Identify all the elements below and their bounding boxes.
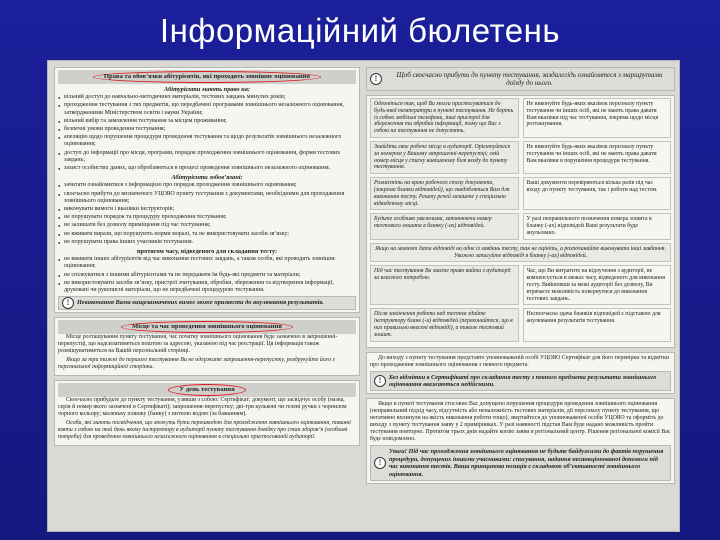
list-item: ● безпечні умови проведення тестування; [58,126,356,133]
list-item: ● не порушувати права інших учасників тестування. [58,239,356,246]
warning-icon: ! [374,457,386,469]
list-item: ● своєчасно прибути до визначеного УЦОЯО пункту тестування з документами, необхідними для проходження зовнішнього оцінювання; [58,191,356,205]
procedure-action: Знайдіть своє робоче місце в аудиторії. Орієнтуйтеся за номером у Вашому запрошенні-перепустці; свій номер місця у списку вивішеному біля входу до пункту тестування. [370,141,519,174]
certificate-section [366,352,675,395]
list-item: ● не вживати вирази, що порушують норми моралі, та не використовувати засоби зв’язку; [58,231,356,238]
attention-note [370,445,671,481]
list-item: ● захист особистих даних, що обробляються в процесі проведення зовнішнього незалежного оцінювання. [58,165,356,172]
red-circle-highlight: Місце та час проведення зовнішнього оцінювання [121,321,293,333]
list-item: ● проходження тестування з тих предметів, що передбачені програмами зовнішнього незалежного оцінювання, затвердженими Міністерством освіти і науки України; [58,102,356,116]
place-note: Якщо за три тижні до першого тестування Ви не одержите запрошення-перепустку, роздрукуйте його з персональної інформаційної сторінки. [58,356,335,370]
during-list [58,256,356,294]
procedure-action: Розмістіть на краю робочого столу документи, (зокрема бланки відповідей), що знадобляться Вам для виконання тесту. Решту речей залиште у спеціально відведеному місці. [370,177,519,210]
procedure-consequence: Несвоєчасна здача бланків відповідей є підставою для анулювання результатів тестування. [523,308,672,341]
procedure-consequence: Ваші документи перевіряються кілька разів під час входу до пункту тестування, так і роботи над тестом. [523,177,672,210]
list-item: ● вільний вибір та замовлення тестування за місцем проживання; [58,118,356,125]
list-item: ● не спілкуватися з іншими абітурієнтами та не передавати їм будь-які предмети та матеріали; [58,272,356,279]
rights-list [58,94,356,172]
procedure-consequence: Не виконуйте будь-яких вказівок персоналу пункту тестування чи інших осіб, які не мають права давати Вам вказівки в порушення процедури тестування. [523,141,672,174]
appeal-text: Якщо в пункті тестування стосовно Вас допущено порушення процедури проведення зовнішнього оцінювання (неправильний підхід часу, відсутність або неналежність тестових матеріалів, дії персоналу пункту тестування, що негативно вплинули на якість виконання роботи тощо), звертайтеся до уповноваженої особи УЦОЯО та оформіть до виходу з пункту тестування заяву у 2 примірниках. У разі наявності підстав Вам буде надано можливість пройти тестування повторно. Протягом трьох днів надайте копію заяви в регіональний центр. Рішення регіональної комісії Вас буде повідомлено. [370,401,671,443]
place-text: Місце розташування пункту тестування, час початку зовнішнього оцінювання буде зазначено в запрошенні-перепустці, що надсилатиметься поштою за адресою, указаною під час реєстрації. Ця інформація також розміщуватиметься на Вашій персональній сторінці. [58,333,338,354]
rights-header [58,70,356,84]
procedure-row [370,265,671,305]
day-header [58,383,356,397]
place-header [58,320,356,334]
list-item: ● вільний доступ до навчально-методичних матеріалів, тестових завдань минулих років; [58,94,356,101]
list-item: ● зачитати ознайомитися з інформацією про порядок проходження зовнішнього оцінювання; [58,182,356,189]
route-note-text: Щоб своєчасно прибути до пункту тестування, заздалегідь ознайомтеся з маршрутами доїзду до нього. [396,71,663,87]
rights-warning [58,296,356,309]
day-text: Своєчасно прибудьте до пункту тестування, узявши з собою: Сертифікат; документ, що засвідчує особу (назва, серія й номер якого зазначені в Сертифікаті); запрошення-перепустку; дві-три кулькові чи гелеві ручки з чорнилом чорного кольору; маленьку пляшку (банку) з питною водою (за бажанням). [58,396,347,417]
list-item: ● доступ до інформації про місця, програми, порядок проходження зовнішнього оцінювання, форми тестових завдань; [58,150,356,164]
attention-note-text: Увага! Під час проходження зовнішнього оцінювання не будьте байдужими до фактів порушення процедури, допущених іншими учасниками: списування, надання несанкціонованої допомоги під час виконання тестів. Ваша принципова позиція є складовою об’єктивності зовнішнього оцінювання. [389,448,664,478]
appeal-section [366,398,675,484]
left-column [54,67,360,525]
rights-section [54,67,360,313]
procedure-action: Під час тестування Ви маєте право вийти з аудиторії за власного потребою. [370,265,519,305]
procedure-wide-note: Якщо на момент дати відповіді на одне із завдань тесту, так не оцініть, а розпочинайте виконувати інші завдання. Уважно записуйте відповіді в бланку (-ах) відповідей. [370,243,671,263]
list-item: ● не порушувати порядок та процедуру проходження тестування; [58,214,356,221]
red-circle-highlight: У день тестування [168,384,245,396]
route-note [366,67,675,91]
warning-text: Невиконання Вами вищезазначених вимог може призвести до анулювання результатів. [77,299,324,307]
list-item: ● не вживати інших абітурієнтів від час виконання тестових завдань, а також особи, які проводять зовнішнє оцінювання; [58,256,356,270]
right-column [366,67,675,525]
procedure-consequence: Час, що Ви витратите на відлучення з аудиторії, не компенсується в межах часу, відведеного для виконання тесту. Вийшовши за межі аудиторії без дозволу, Ви втрачаєте можливість повернутися до виконання тестових завдань. [523,265,672,305]
duties-list [58,182,356,246]
warning-icon: ! [374,375,386,387]
list-item: ● не залишати без дозволу приміщення під час тестування; [58,222,356,229]
procedure-row [370,177,671,210]
rights-title: Абітурієнти мають право на: [163,86,251,93]
list-item: ● виконувати вимоги і вказівки інструкторів; [58,206,356,213]
list-item: ● апеляцію щодо порушення процедури проведення тестування та щодо результатів зовнішнього незалежного оцінювання; [58,134,356,148]
procedure-action: Одягніться так, щоб Ви могли пристосуватися до будь-якої температури в пункті тестування. Не беріть із собою мобільні телефони, інші пристрої для збереження та обробки інформації, тому що Вас з собою на тестування не допустять. [370,98,519,138]
procedure-row [370,213,671,239]
slide-title: Інформаційний бюлетень [159,12,561,49]
certificate-warning-text: Без відмітки в Сертифікаті про складання тесту з певного предмета результати зовнішнього оцінювання вважаються недійсними. [389,373,657,388]
bulletin-page [47,60,680,532]
warning-icon: ! [62,297,74,309]
place-section [54,317,360,376]
certificate-text: До виходу з пункту тестування представте уповноваженій особі УЦОЯО Сертифікат для його перевірки та відмітки про проходження зовнішнього оцінювання з певного предмета. [370,354,670,368]
duties-title: Абітурієнти зобов’язані: [171,174,243,182]
procedure-action: Будьте особливо уважними, заповнюючи номер тестового зошита в бланку (-ах) відповідей. [370,213,519,239]
procedure-action: Після закінчення роботи над тестом здайте інструктору бланк (-и) відповідей (переконайтеся, що в них правильно внесені відповіді), а також тестовий зошит. [370,308,519,341]
red-circle-highlight: Права та обов’язки абітурієнтів, які проходять зовнішнє оцінювання [93,71,321,83]
warning-icon: ! [370,73,382,85]
procedure-row [370,98,671,138]
procedure-consequence: У разі неправильного позначення номера зошита в бланку (-ах) відповідей Ваші результати буде анульовано. [523,213,672,239]
procedure-row [370,141,671,174]
certificate-warning [370,371,671,392]
day-note: Особи, які мають посвідчення, що можуть бути перешкодою для проходження зовнішнього оцінювання, повинні взяти з собою на той день якому інструктору в аудиторії пункту тестування довідку про стан здоров’я (особливі потреби) для проведення зовнішнього незалежного оцінювання в спеціально пристосованій аудиторії. [58,419,351,440]
during-title: протягом часу, відведеного для складання тесту: [136,248,278,256]
procedure-consequence: Не виконуйте будь-яких вказівок персоналу пункту тестування чи інших осіб, які не мають права давати Вам вказівки під час тестування, зокрема щодо місця розташування. [523,98,672,138]
list-item: ● не використовувати засоби зв’язку, пристрої зчитування, обробки, збереження та відтворення інформації, друковані чи рукописні матеріали, що не передбачені процедурою тестування. [58,280,356,294]
procedure-row [370,308,671,341]
day-section [54,380,360,446]
procedure-section [366,95,675,348]
